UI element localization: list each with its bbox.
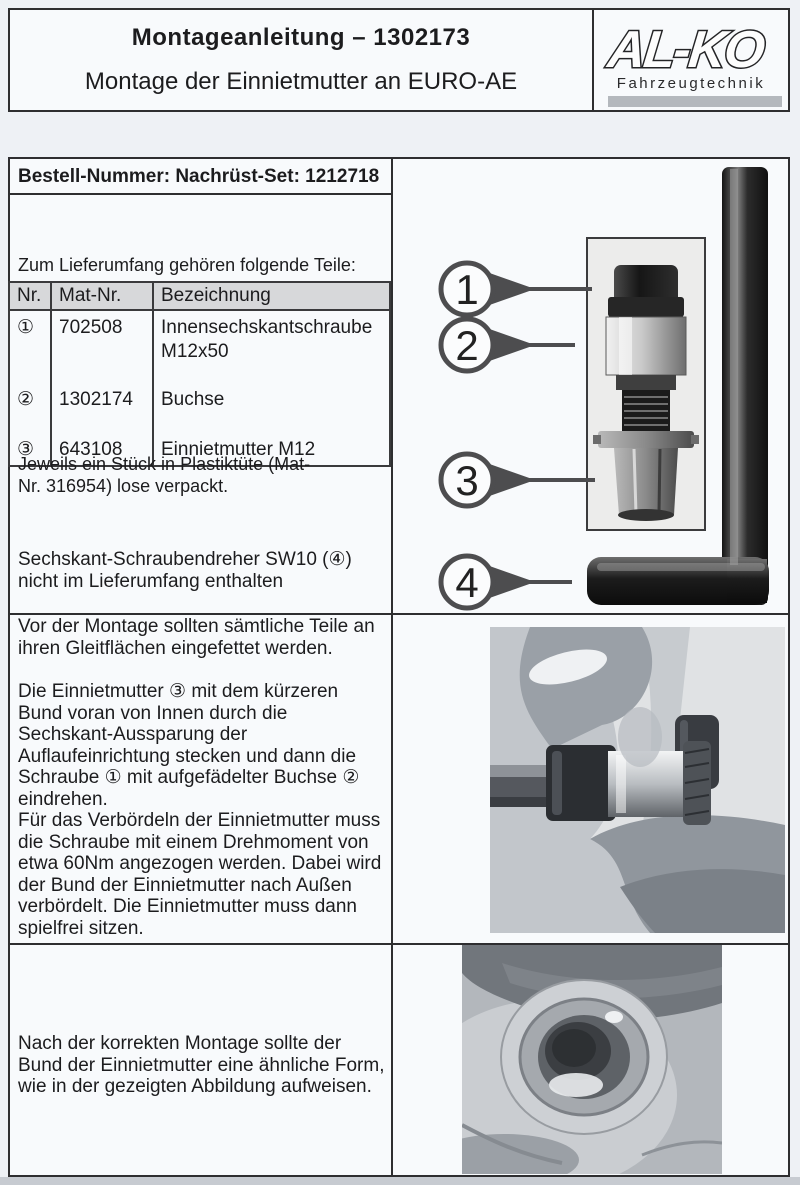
part-name: Buchse: [153, 380, 390, 436]
parts-table: [8, 281, 391, 467]
col-header-nr: Nr.: [9, 282, 51, 310]
table-row: [9, 310, 390, 380]
instruction-paragraph: Für das Verbördeln der Einnietmutter muss die Schraube mit einem Drehmoment von etwa 60Nm angezogen werden. Dabei wird der Bund der Einnietmutter nach Außen verbördelt. Die Einnietmutter muss dann spielfrei sitzen.: [18, 810, 382, 939]
alko-logo-icon: [600, 15, 782, 79]
callout-1: [441, 263, 592, 315]
instruction-paragraph: Vor der Montage sollten sämtliche Teile an ihren Gleitflächen eingefettet werden.: [18, 616, 375, 659]
main-frame: [8, 157, 790, 1177]
alko-logo-text: AL-KO: [605, 21, 766, 79]
part-name: Einnietmutter M12: [153, 436, 390, 466]
delivery-intro: Zum Lieferumfang gehören folgende Teile:: [18, 255, 356, 275]
callout-1-label: 1: [455, 266, 479, 313]
part-nr: ③: [9, 436, 51, 466]
callout-2-label: 2: [455, 322, 479, 369]
page-title: Montageanleitung – 1302173: [131, 24, 471, 51]
part-nr: ②: [9, 380, 51, 436]
callout-4: [441, 556, 572, 608]
callout-4-label: 4: [455, 559, 479, 606]
brand-logo: [592, 10, 788, 110]
result-note: Nach der korrekten Montage sollte der Bund der Einnietmutter eine ähnliche Form, wie in der gezeigten Abbildung aufweisen.: [18, 1033, 385, 1097]
section-divider-1: [10, 613, 788, 615]
part-mat: 643108: [51, 436, 153, 466]
col-header-name: Bezeichnung: [153, 282, 390, 310]
logo-tagline: Fahrzeugtechnik: [616, 75, 766, 92]
result-photo: [462, 945, 722, 1174]
mounting-instructions: [18, 616, 386, 939]
order-number-row: Bestell-Nummer: Nachrüst-Set: 1212718: [10, 159, 391, 195]
table-row: [9, 380, 390, 436]
logo-bar: [608, 96, 782, 107]
col-header-mat: Mat-Nr.: [51, 282, 153, 310]
callout-3-label: 3: [455, 457, 479, 504]
header: [8, 8, 790, 112]
part-nr: ①: [9, 310, 51, 380]
callout-2: [441, 319, 575, 371]
assembly-photo: [490, 627, 785, 933]
parts-table-header-row: [9, 282, 390, 310]
page-subtitle: Montage der Einnietmutter an EURO-AE: [84, 68, 518, 95]
tool-note: Sechskant-Schraubendreher SW10 (④) nicht im Lieferumfang enthalten: [18, 549, 352, 592]
part-name: Innensechskantschraube M12x50: [153, 310, 390, 380]
scan-edge-strip: [0, 1177, 800, 1185]
parts-diagram: [393, 159, 788, 613]
part-mat: 702508: [51, 310, 153, 380]
instruction-paragraph: Die Einnietmutter ③ mit dem kürzeren Bund voran von Innen durch die Sechskant-Aussparung der Auflaufeinrichtung stecken und dann die Schraube ① mit aufgefädelter Buchse ② eindrehen.: [18, 681, 360, 810]
packaging-note: Jeweils ein Stück in Plastiktüte (Mat-Nr. 316954) lose verpackt.: [18, 454, 311, 496]
bolt-assembly-illustration: [587, 238, 705, 530]
part-mat: 1302174: [51, 380, 153, 436]
header-titles: [10, 10, 592, 110]
collar-rings: [501, 980, 667, 1134]
callout-3: [441, 454, 595, 506]
